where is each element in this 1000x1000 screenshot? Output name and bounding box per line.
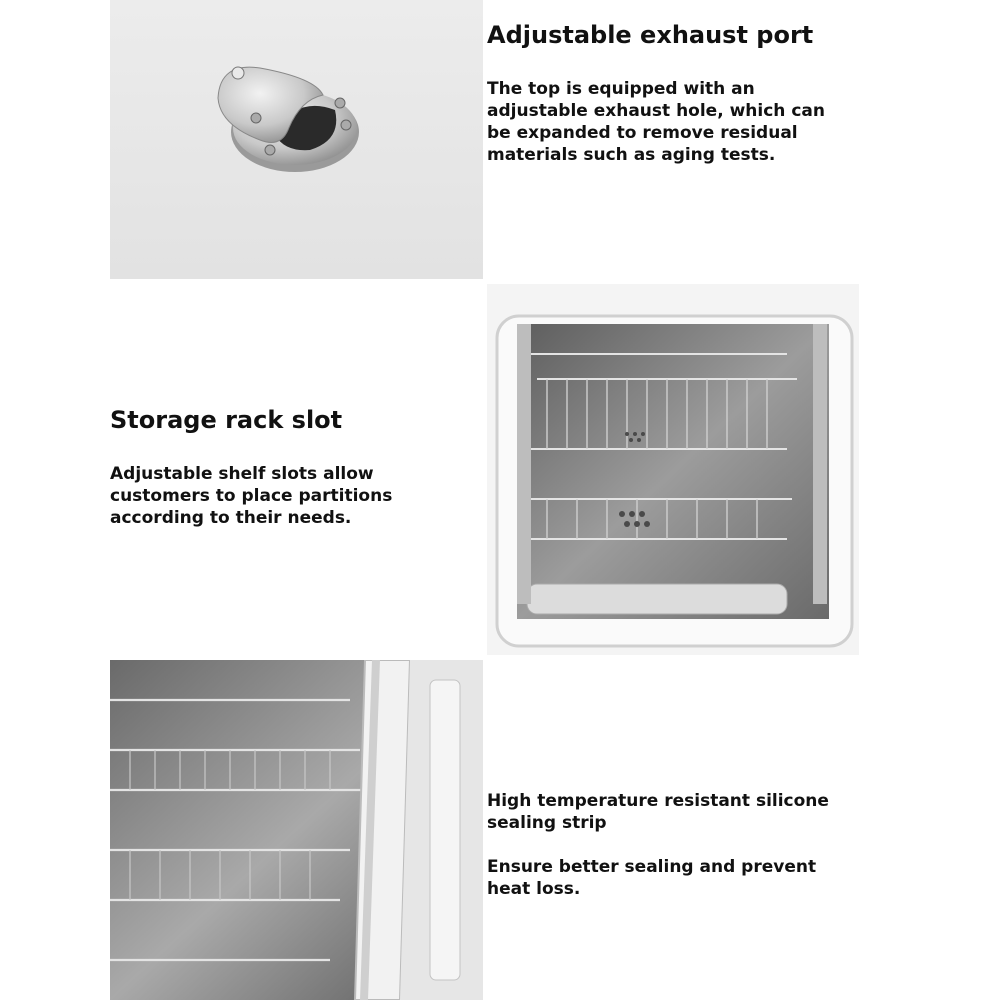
section-title: Adjustable exhaust port (487, 21, 814, 49)
section-door-seal (487, 790, 867, 900)
exhaust-port-photo (110, 0, 483, 279)
section-description: The top is equipped with an adjustable exhaust hole, which can be expanded to remove residual materials such as aging tests. (487, 79, 825, 165)
exhaust-port-illustration (110, 0, 483, 279)
section-exhaust-port (487, 20, 867, 166)
oven-interior-illustration (487, 284, 859, 655)
section-title: Storage rack slot (110, 406, 343, 434)
oven-interior-rack-photo (487, 284, 859, 655)
section-storage-rack (110, 405, 470, 529)
section-description: Adjustable shelf slots allow customers to place partitions according to their needs. (110, 464, 393, 528)
section-title-line: High temperature resistant silicone sealing strip (487, 791, 829, 833)
section-description: Ensure better sealing and prevent heat loss. (487, 857, 817, 899)
oven-door-seal-photo (110, 660, 483, 1000)
door-seal-illustration (110, 660, 483, 1000)
